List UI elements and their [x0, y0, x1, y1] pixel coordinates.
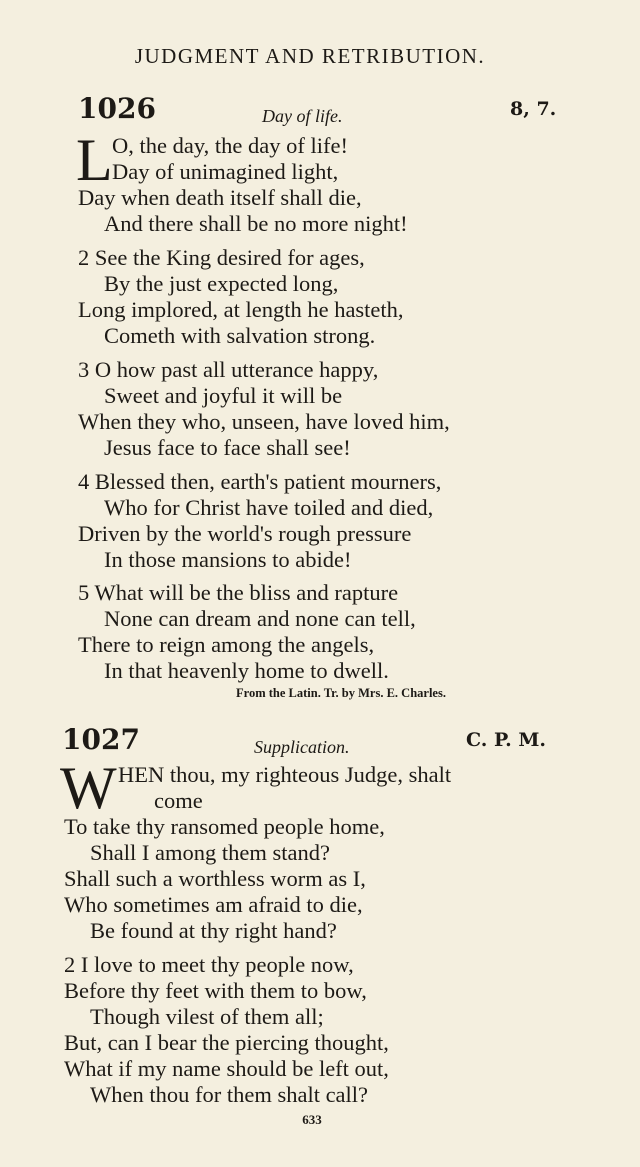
translation-credit: From the Latin. Tr. by Mrs. E. Charles. — [236, 686, 446, 700]
verse-line: In those mansions to abide! — [104, 547, 352, 572]
page-number: 633 — [302, 1112, 322, 1127]
verse-line: Shall such a worthless worm as I, — [64, 866, 366, 891]
verse-line: 5 What will be the bliss and rapture — [78, 580, 399, 605]
verse-line: Sweet and joyful it will be — [104, 383, 343, 408]
verse-line: Shall I among them stand? — [90, 840, 330, 865]
verse-line: Day when death itself shall die, — [78, 185, 362, 210]
verse-line: When thou for them shalt call? — [90, 1082, 369, 1107]
verse-line: Be found at thy right hand? — [90, 918, 337, 943]
verse-line: 4 Blessed then, earth's patient mourners, — [78, 469, 442, 494]
verse-line: come — [154, 788, 203, 813]
verse-line: When they who, unseen, have loved him, — [78, 409, 450, 434]
hymn-number: 1027 — [62, 723, 140, 756]
verse-line: Who sometimes am afraid to die, — [64, 892, 363, 917]
verse-line: 2 I love to meet thy people now, — [64, 952, 354, 977]
verse-line: Long implored, at length he hasteth, — [78, 297, 404, 322]
verse-line: Who for Christ have toiled and died, — [104, 495, 434, 520]
verse-line: 2 See the King desired for ages, — [78, 245, 365, 270]
verse-line: In that heavenly home to dwell. — [104, 658, 389, 683]
verse-line: 3 O how past all utterance happy, — [78, 357, 379, 382]
verse-line: And there shall be no more night! — [104, 211, 408, 236]
hymn-meter: C. P. M. — [466, 729, 547, 751]
verse-line: Cometh with salvation strong. — [104, 323, 376, 348]
verse-line: To take thy ransomed people home, — [64, 814, 385, 839]
verse-line: Day of unimagined light, — [112, 159, 339, 184]
drop-cap: L — [76, 127, 113, 193]
verse-line: HEN thou, my righteous Judge, shalt — [118, 762, 452, 787]
verse-line: O, the day, the day of life! — [112, 133, 348, 158]
hymn-title: Supplication. — [254, 737, 350, 757]
verse-line: Jesus face to face shall see! — [104, 435, 351, 460]
verse-line: Before thy feet with them to bow, — [64, 978, 367, 1003]
hymn-number: 1026 — [78, 92, 156, 125]
running-head: JUDGMENT AND RETRIBUTION. — [134, 44, 486, 68]
verse-line: By the just expected long, — [104, 271, 339, 296]
verse-line: Though vilest of them all; — [90, 1004, 324, 1029]
hymn-title: Day of life. — [262, 106, 343, 126]
drop-cap: W — [60, 755, 117, 821]
verse-line: What if my name should be left out, — [64, 1056, 389, 1081]
hymn-1026-header — [0, 92, 640, 132]
verse-line: There to reign among the angels, — [78, 632, 375, 657]
verse-line: But, can I bear the piercing thought, — [64, 1030, 389, 1055]
hymn-meter: 8, 7. — [510, 98, 557, 120]
verse-line: Driven by the world's rough pressure — [78, 521, 412, 546]
verse-line: None can dream and none can tell, — [104, 606, 416, 631]
